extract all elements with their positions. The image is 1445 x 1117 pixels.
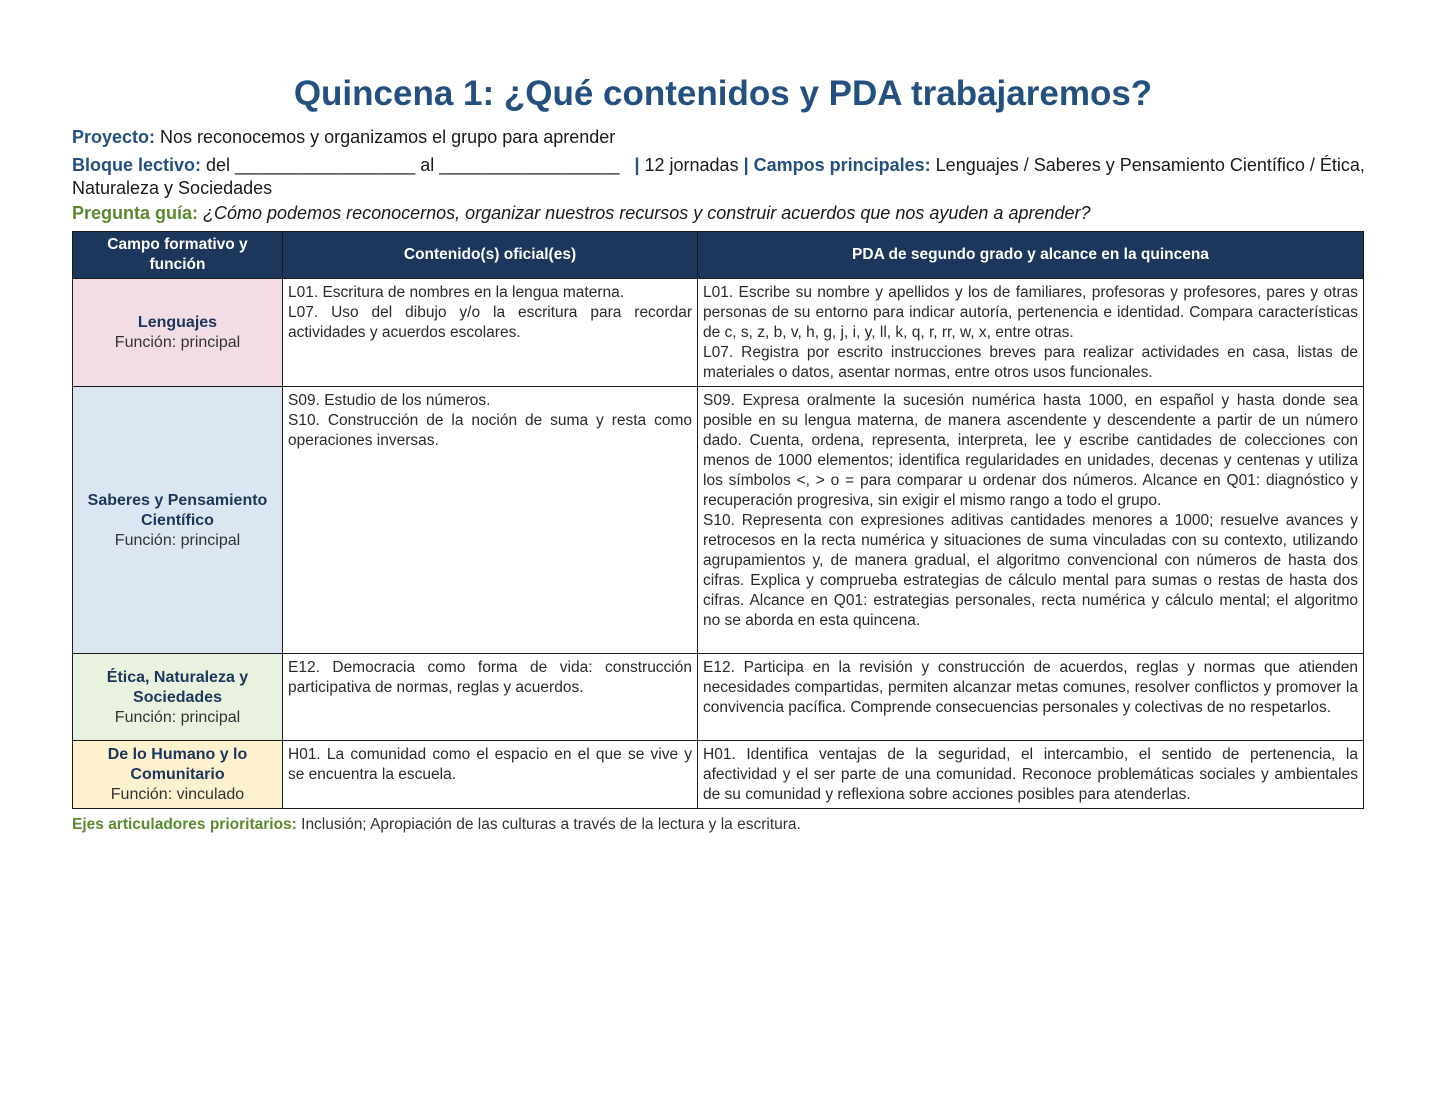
pda-item: S10. Representa con expresiones aditivas cantidades menores a 1000; resuelve avances y retrocesos en la recta numérica y situaciones de suma vinculadas con su contexto, utilizando agrupamientos y, de manera gradual, el algoritmo convencional con números de hasta dos cifras. Explica y comprueba estrategias de cálculo mental para sumas o restas de hasta dos cifras. Alcance en Q01: estrategias personales, recta numérica y cálculo mental; el algoritmo no se aborda en esta quincena. [703, 512, 1358, 629]
contenido-item: S10. Construcción de la noción de suma y resta como operaciones inversas. [288, 412, 692, 449]
ejes-value: Inclusión; Apropiación de las culturas a través de la lectura y la escritura. [296, 816, 801, 833]
bloque-jornadas: 12 jornadas [644, 155, 739, 175]
page-title: Quincena 1: ¿Qué contenidos y PDA trabajaremos? [293, 74, 1153, 113]
campo-cell [73, 279, 283, 387]
pda-item: H01. Identifica ventajas de la seguridad, el intercambio, el sentido de pertenencia, la afectividad y el ser parte de una comunidad. Reconoce problemáticas sociales y ambientales de su comunidad y reflexiona sobre acciones posibles para atenderlas. [703, 746, 1358, 803]
campo-funcion: Función: principal [114, 708, 241, 726]
campo-funcion: Función: principal [114, 334, 241, 351]
pregunta-label: Pregunta guía: [72, 203, 199, 223]
ejes-line [72, 816, 1374, 834]
proyecto-value: Nos reconocemos y organizamos el grupo para aprender [155, 127, 616, 147]
bloque-label: Bloque lectivo: [72, 155, 202, 175]
campo-cell [73, 654, 283, 741]
contenidos-cell [283, 279, 698, 387]
contenidos-cell [283, 387, 698, 654]
header-contenidos: Contenido(s) oficial(es) [283, 232, 698, 279]
pda-item: E12. Participa en la revisión y construcción de acuerdos, reglas y normas que atienden necesidades compartidas, permiten alcanzar metas comunes, resolver conflictos y promover la convivencia pacífica. Comprende consecuencias personales y colectivas de no respetarlos. [703, 659, 1358, 716]
pda-cell [698, 741, 1364, 809]
campo-name: De lo Humano y lo Comunitario [107, 746, 248, 783]
proyecto-line [72, 126, 1374, 149]
bloque-dates: del __________________ al __________________ [201, 155, 630, 175]
campo-cell [73, 741, 283, 809]
bloque-separator-2: | [738, 155, 754, 175]
document-page [72, 72, 1374, 834]
table-row [73, 279, 1364, 387]
bloque-line [72, 154, 1374, 200]
pda-table [72, 231, 1364, 809]
campos-value: Lenguajes / Saberes y Pensamiento Científico / Ética, Naturaleza y Sociedades [72, 155, 1365, 198]
contenido-item: L01. Escritura de nombres en la lengua materna. [288, 284, 625, 301]
table-row [73, 387, 1364, 654]
pda-cell [698, 279, 1364, 387]
pda-item: L07. Registra por escrito instrucciones breves para realizar actividades en casa, listas de materiales o datos, asentar normas, entre otros usos funcionales. [703, 344, 1358, 381]
contenidos-cell [283, 741, 698, 809]
campo-name: Ética, Naturaleza y Sociedades [106, 668, 249, 706]
proyecto-label: Proyecto: [72, 127, 156, 147]
contenido-item: L07. Uso del dibujo y/o la escritura para recordar actividades y acuerdos escolares. [288, 304, 692, 341]
campo-name: Lenguajes [137, 314, 218, 331]
header-campo: Campo formativo y función [73, 232, 283, 279]
contenido-item: H01. La comunidad como el espacio en el que se vive y se encuentra la escuela. [288, 746, 692, 783]
contenido-item: S09. Estudio de los números. [288, 392, 491, 409]
campo-funcion: Función: principal [114, 531, 241, 549]
campo-cell [73, 387, 283, 654]
pregunta-line [72, 202, 1374, 225]
campo-funcion: Función: vinculado [110, 786, 245, 803]
pda-item: L01. Escribe su nombre y apellidos y los de familiares, profesoras y profesores, pares y otras personas de su entorno para indicar autoría, pertenencia e identidad. Compara características de c, s, z, b, v, h, g, j, i, y, ll, k, q, r, rr, w, x, entre otras. [703, 284, 1358, 341]
campo-name: Saberes y Pensamiento Científico [87, 491, 268, 529]
table-row [73, 654, 1364, 741]
table-header-row [73, 232, 1364, 279]
campos-label: Campos principales: [753, 155, 931, 175]
pda-item: S09. Expresa oralmente la sucesión numérica hasta 1000, en español y hasta donde sea posible en su lengua materna, de manera ascendente y descendente a partir de un número dado. Cuenta, ordena, representa, interpreta, lee y escribe cantidades de colecciones con menos de 1000 elementos; identifica regularidades en unidades, decenas y centenas y utiliza los símbolos <, > o = para comparar u ordenar dos números. Alcance en Q01: diagnóstico y recuperación progresiva, sin exigir el mismo rango a todo el grupo. [703, 392, 1358, 509]
pregunta-value: ¿Cómo podemos reconocernos, organizar nuestros recursos y construir acuerdos que nos ayuden a aprender? [198, 203, 1091, 223]
header-pda: PDA de segundo grado y alcance en la quincena [698, 232, 1364, 279]
pda-cell [698, 654, 1364, 741]
contenidos-cell [283, 654, 698, 741]
table-row [73, 741, 1364, 809]
bloque-separator: | [629, 155, 645, 175]
ejes-label: Ejes articuladores prioritarios: [72, 816, 297, 833]
pda-cell [698, 387, 1364, 654]
contenido-item: E12. Democracia como forma de vida: construcción participativa de normas, reglas y acuerdos. [288, 659, 692, 696]
